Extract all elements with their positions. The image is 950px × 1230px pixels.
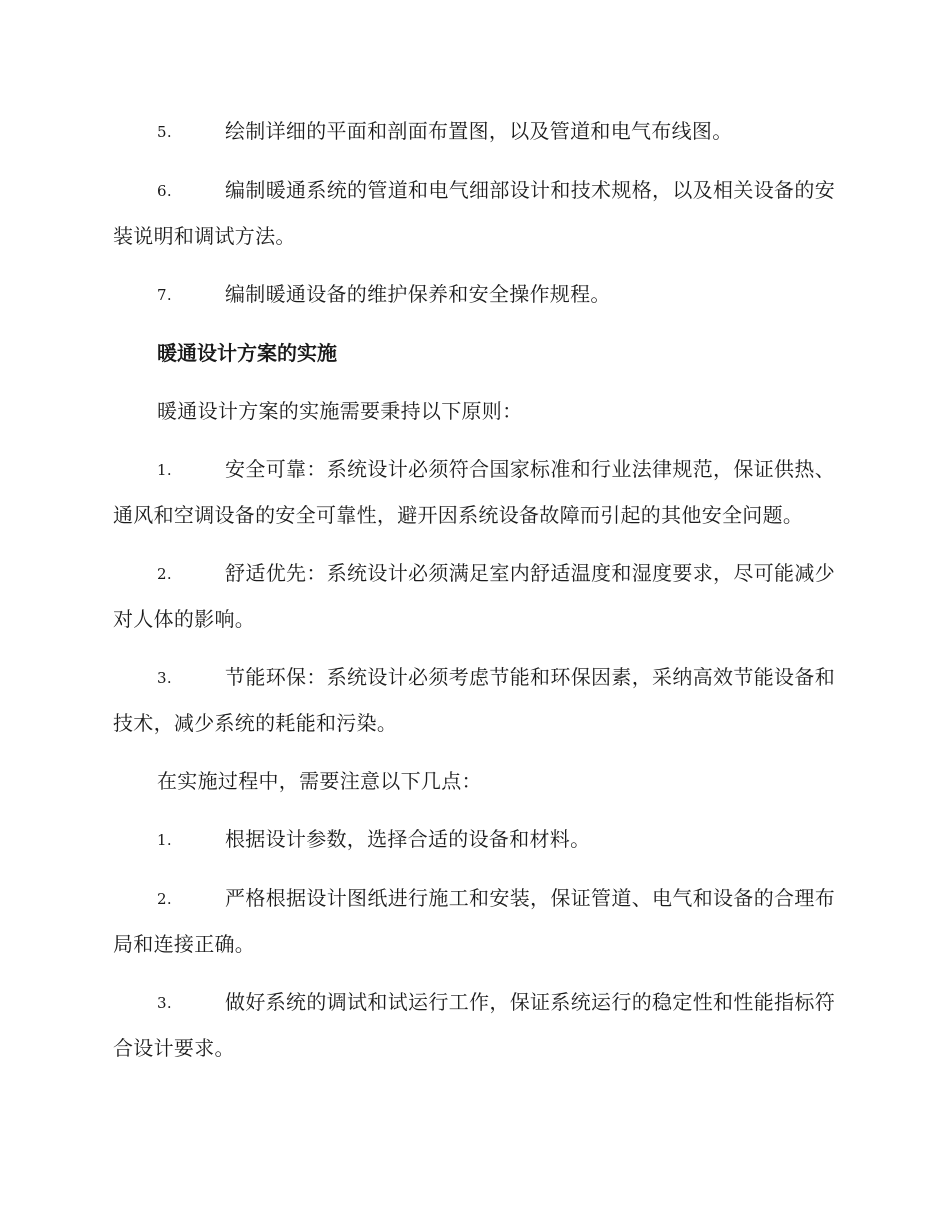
list-item: [113, 551, 835, 642]
notes-intro: 在实施过程中，需要注意以下几点：: [157, 769, 482, 793]
list-item: [113, 817, 835, 863]
list-item: [113, 876, 835, 967]
list-item: [113, 109, 835, 155]
list-item: [113, 447, 835, 538]
list-number: 3.: [157, 994, 172, 1012]
list-number: 5.: [157, 123, 172, 141]
list-number: 2.: [157, 890, 172, 908]
list-text: 节能环保：系统设计必须考虑节能和环保因素，采纳高效节能设备和技术，减少系统的耗能和污染。: [113, 665, 835, 735]
document-body: [113, 109, 835, 1084]
list-number: 1.: [157, 461, 172, 479]
list-number: 1.: [157, 831, 172, 849]
list-item: [113, 655, 835, 746]
list-text: 舒适优先：系统设计必须满足室内舒适温度和湿度要求，尽可能减少对人体的影响。: [113, 561, 835, 631]
list-text: 安全可靠：系统设计必须符合国家标准和行业法律规范，保证供热、通风和空调设备的安全可靠性，避开因系统设备故障而引起的其他安全问题。: [113, 457, 835, 527]
list-number: 6.: [157, 182, 172, 200]
list-text: 严格根据设计图纸进行施工和安装，保证管道、电气和设备的合理布局和连接正确。: [113, 886, 835, 956]
list-number: 3.: [157, 669, 172, 687]
list-text: 做好系统的调试和试运行工作，保证系统运行的稳定性和性能指标符合设计要求。: [113, 990, 835, 1060]
list-item: [113, 272, 835, 318]
principles-intro: 暖通设计方案的实施需要秉持以下原则：: [157, 399, 523, 423]
list-item: [113, 168, 835, 259]
list-number: 7.: [157, 286, 172, 304]
list-text: 绘制详细的平面和剖面布置图，以及管道和电气布线图。: [225, 119, 733, 143]
list-text: 根据设计参数，选择合适的设备和材料。: [225, 827, 591, 851]
list-text: 编制暖通设备的维护保养和安全操作规程。: [225, 282, 611, 306]
list-text: 编制暖通系统的管道和电气细部设计和技术规格，以及相关设备的安装说明和调试方法。: [113, 178, 835, 248]
section-heading: 暖通设计方案的实施: [157, 341, 337, 365]
list-item: [113, 980, 835, 1071]
list-number: 2.: [157, 565, 172, 583]
